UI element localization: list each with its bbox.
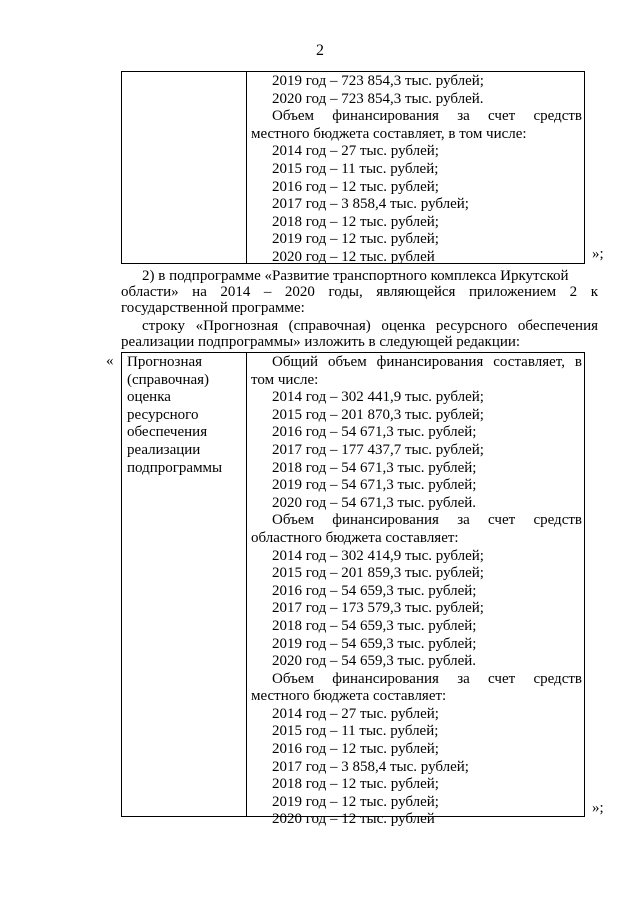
table2-line: 2018 год – 54 671,3 тыс. рублей; — [272, 459, 477, 476]
table1-line: 2015 год – 11 тыс. рублей; — [272, 160, 439, 177]
table1-line: местного бюджета составляет, в том числе: — [251, 125, 527, 142]
table2-line: 2019 год – 12 тыс. рублей; — [272, 793, 439, 810]
table2-line: местного бюджета составляет: — [251, 688, 447, 705]
table2-line: 2017 год – 177 437,7 тыс. рублей; — [272, 441, 484, 458]
table2-line: 2015 год – 201 870,3 тыс. рублей; — [272, 406, 484, 423]
paragraph-line: реализации подпрограммы» изложить в следующей редакции: — [121, 334, 521, 350]
table1-line: 2019 год – 723 854,3 тыс. рублей; — [272, 73, 484, 89]
financing-table-continuation — [121, 71, 585, 264]
table2-line: 2016 год – 54 671,3 тыс. рублей; — [272, 424, 477, 441]
subprogram-paragraph — [121, 268, 598, 316]
table2-label-line: ресурсного — [127, 406, 199, 423]
table2-line: 2020 год – 54 659,3 тыс. рублей. — [272, 653, 477, 670]
table2-label-line: подпрограммы — [127, 459, 223, 476]
table1-line: 2018 год – 12 тыс. рублей; — [272, 213, 439, 230]
table2-label-line: оценка — [127, 389, 171, 406]
table2-line: 2020 год – 12 тыс. рублей — [272, 811, 435, 828]
table2-label-line: обеспечения — [127, 424, 208, 441]
table2-label-line: реализации — [127, 441, 201, 458]
table1-line: 2014 год – 27 тыс. рублей; — [272, 143, 439, 160]
table1-line: 2017 год – 3 858,4 тыс. рублей; — [272, 196, 469, 213]
table2-line: Общий объем финансирования составляет, в — [272, 354, 582, 370]
table2-line: 2014 год – 302 441,9 тыс. рублей; — [272, 389, 484, 406]
table1-line: Объем финансирования за счет средств — [272, 108, 582, 125]
table2-line: 2016 год – 12 тыс. рублей; — [272, 741, 439, 758]
table2-label-line: Прогнозная — [127, 354, 203, 370]
table1-line: 2020 год – 12 тыс. рублей — [272, 248, 435, 265]
paragraph-line: государственной программе: — [121, 300, 305, 316]
table2-line: 2016 год – 54 659,3 тыс. рублей; — [272, 582, 477, 599]
column-divider — [246, 353, 247, 816]
paragraph-line: 2) в подпрограмме «Развитие транспортного комплекса Иркутской — [142, 268, 569, 284]
table2-line: 2018 год – 54 659,3 тыс. рублей; — [272, 617, 477, 634]
table2-line: 2015 год – 11 тыс. рублей; — [272, 723, 439, 740]
table1-line: 2016 год – 12 тыс. рублей; — [272, 178, 439, 195]
resource-estimate-table — [121, 352, 585, 828]
table2-line: 2020 год – 54 671,3 тыс. рублей. — [272, 494, 477, 511]
paragraph-line: строку «Прогнозная (справочная) оценка ресурсного обеспечения — [142, 318, 598, 334]
table1-close-quote: »; — [592, 246, 604, 262]
column-divider — [246, 72, 247, 263]
table2-line: том числе: — [251, 371, 319, 388]
table2-right-cell — [251, 354, 582, 829]
table2-line: Объем финансирования за счет средств — [272, 670, 582, 687]
table2-line: 2014 год – 27 тыс. рублей; — [272, 705, 439, 722]
table1-right-cell — [251, 73, 582, 267]
page-number: 2 — [316, 42, 324, 59]
paragraph-line: области» на 2014 – 2020 годы, являющейся приложением 2 к — [121, 284, 598, 300]
instruction-paragraph — [121, 318, 598, 350]
table2-line: 2015 год – 201 859,3 тыс. рублей; — [272, 565, 484, 582]
table2-line: 2017 год – 3 858,4 тыс. рублей; — [272, 758, 469, 775]
table2-line: 2018 год – 12 тыс. рублей; — [272, 776, 439, 793]
table2-left-cell — [127, 354, 242, 477]
table2-line: областного бюджета составляет: — [251, 529, 459, 546]
table2-open-quote: « — [106, 353, 114, 369]
table2-line: 2019 год – 54 659,3 тыс. рублей; — [272, 635, 477, 652]
table1-line: 2019 год – 12 тыс. рублей; — [272, 231, 439, 248]
table2-label-line: (справочная) — [127, 371, 210, 388]
table2-line: Объем финансирования за счет средств — [272, 512, 582, 529]
table2-line: 2017 год – 173 579,3 тыс. рублей; — [272, 600, 484, 617]
table2-line: 2014 год – 302 414,9 тыс. рублей; — [272, 547, 484, 564]
table2-close-quote: »; — [592, 800, 604, 816]
table1-line: 2020 год – 723 854,3 тыс. рублей. — [272, 90, 484, 107]
table2-line: 2019 год – 54 671,3 тыс. рублей; — [272, 477, 477, 494]
